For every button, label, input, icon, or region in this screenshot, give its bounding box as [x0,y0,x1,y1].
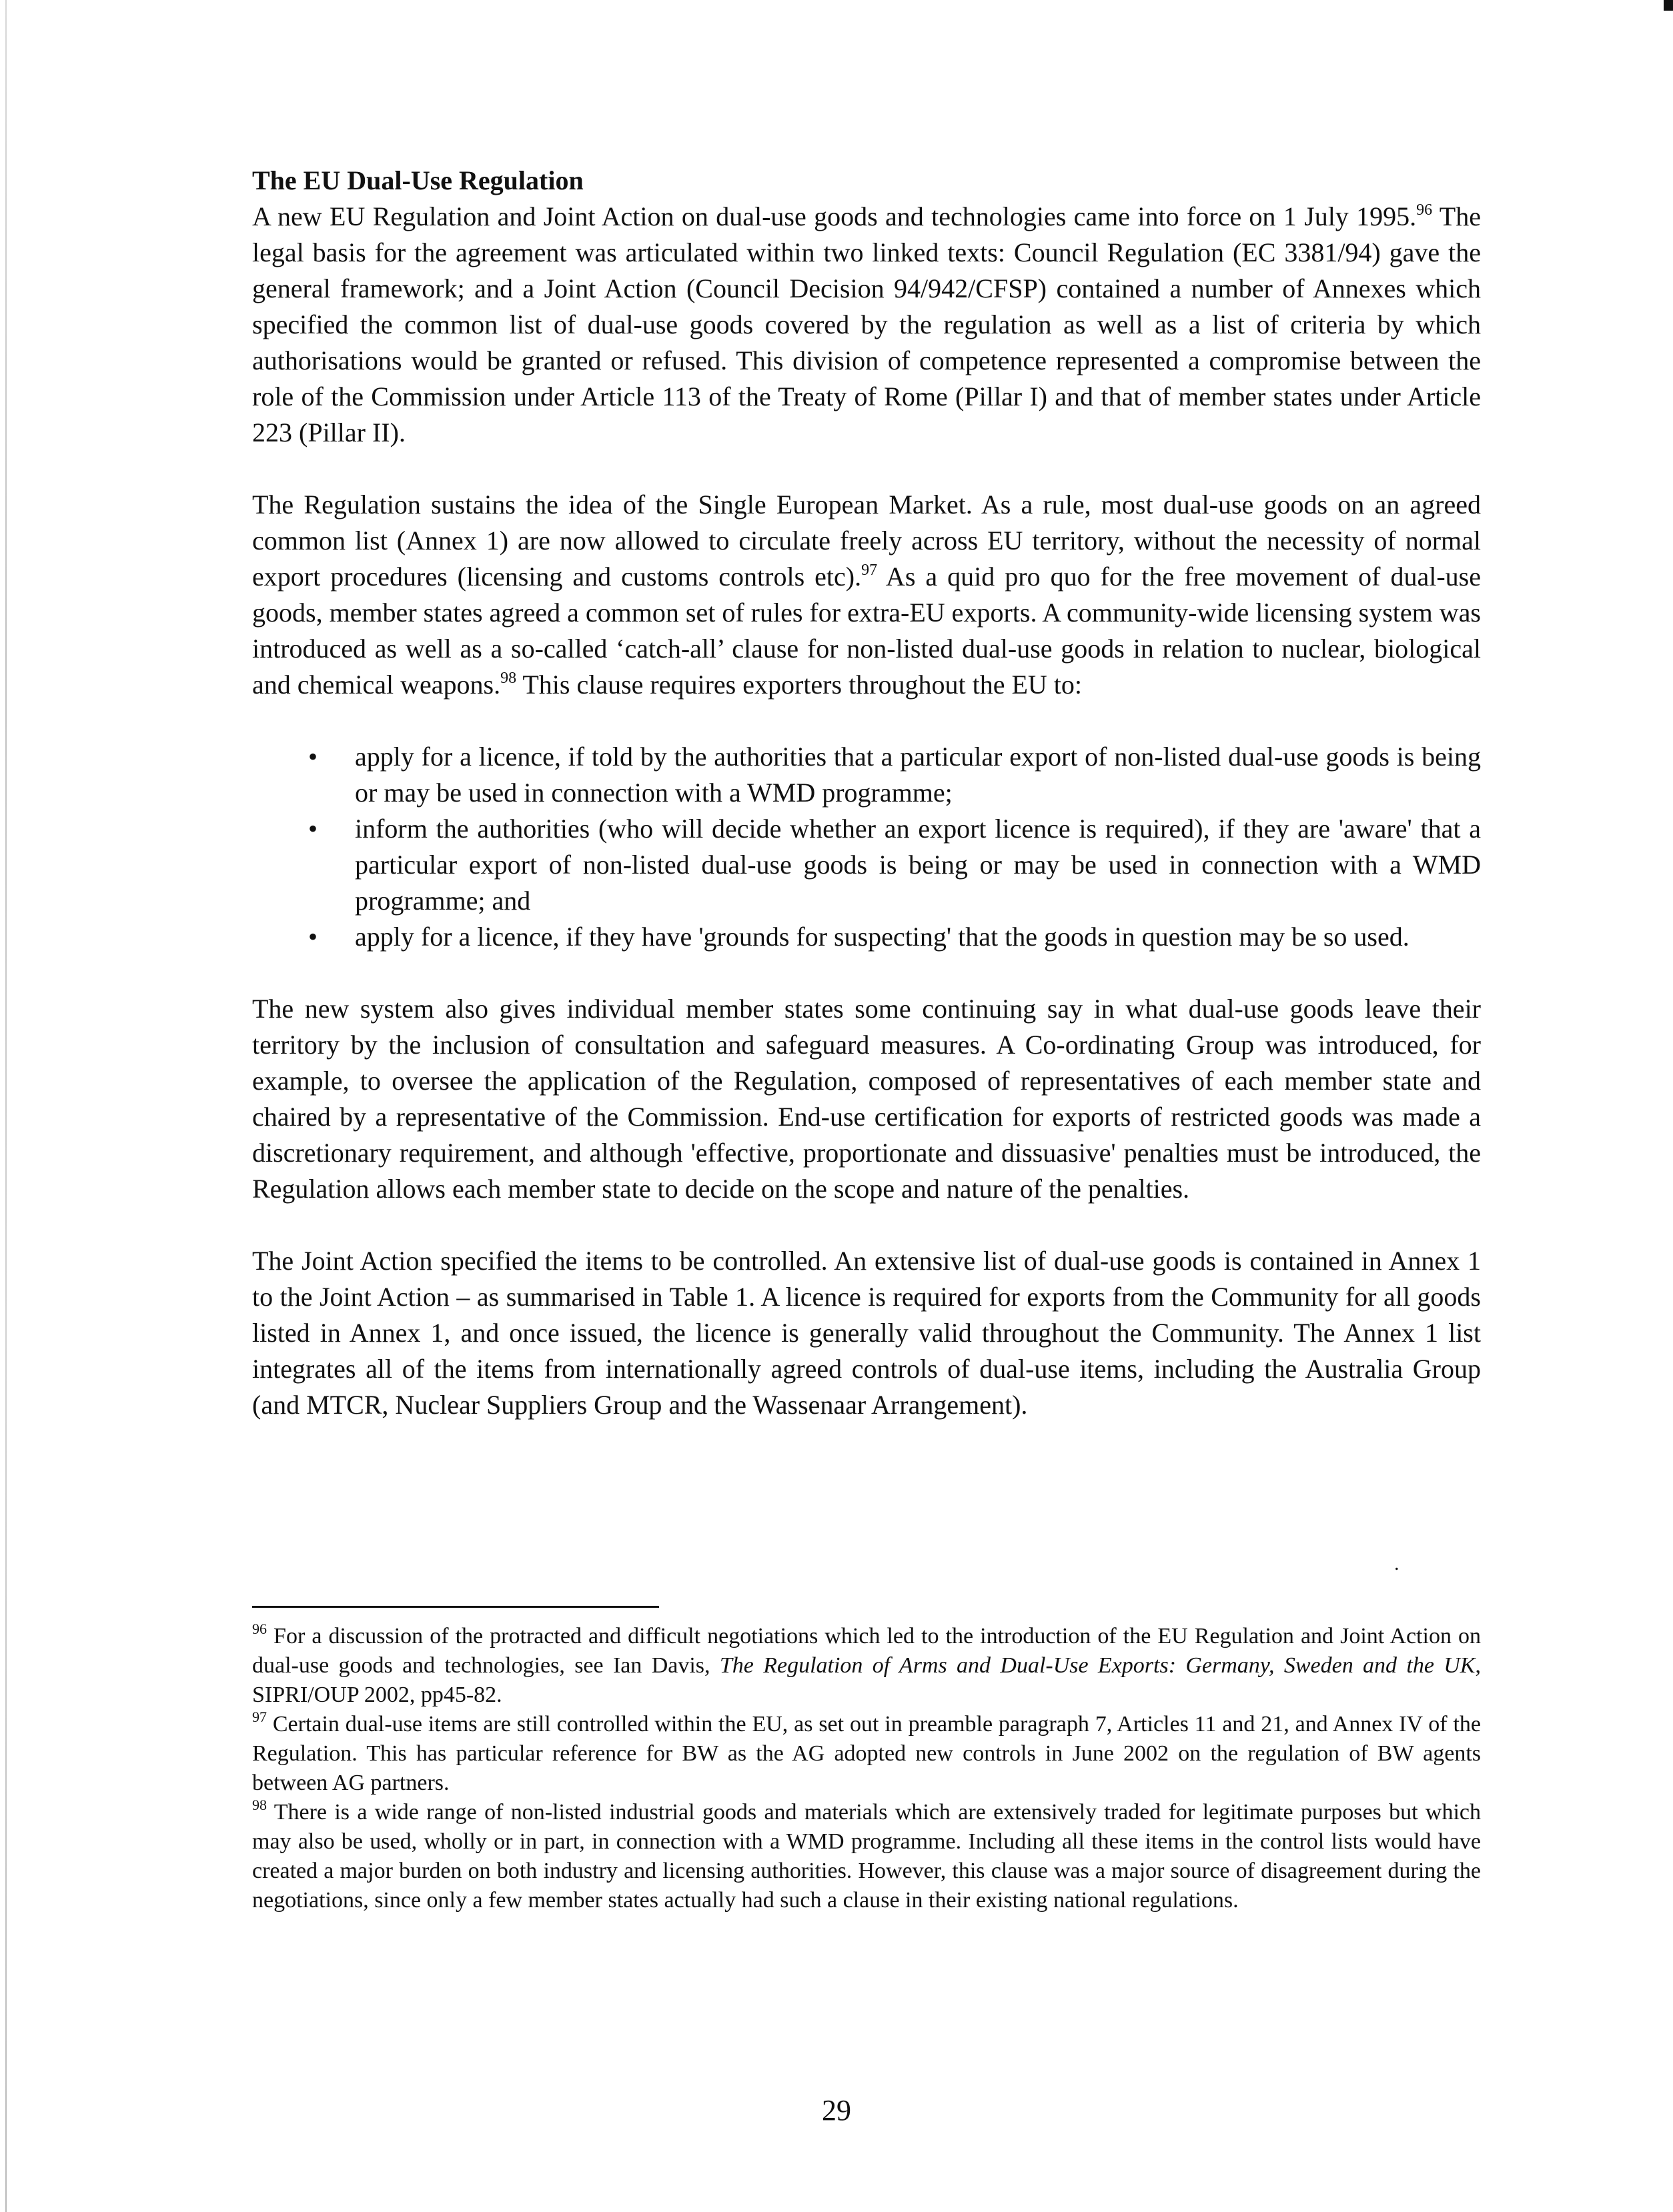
footnote-ref-97[interactable]: 97 [861,562,878,579]
bullet-icon: • [308,742,318,772]
paragraph-1-text-a: A new EU Regulation and Joint Action on dual-use goods and technologies came into force on 1 July 1995. [252,201,1417,231]
paragraph-3: The new system also gives individual member states some continuing say in what dual-use goods leave their territory by the inclusion of consultation and safeguard measures. A Co-ordinating Group was introduced, for example, to oversee the application of the Regulation, composed of representatives of each member state and chaired by a representative of the Commission. End-use certification for exports of restricted goods was made a discretionary requirement, and although 'effective, proportionate and dissuasive' penalties must be introduced, the Regulation allows each member state to decide on the scope and nature of the penalties. [252,994,1481,1204]
footnote-ref-98[interactable]: 98 [500,670,517,687]
scan-edge-line [5,0,7,2212]
footnote-text: For a discussion of the protracted and difficult negotiations which led to the introduction of the EU Regulation and Joint Action on dual-use goods and technologies, see Ian Davis, [252,1624,1481,1678]
footnote-96 [252,1622,1481,1710]
list-item-text: apply for a licence, if told by the authorities that a particular export of non-listed dual-use goods is being or may be used in connection with a WMD programme; [355,742,1481,808]
footnote-text: , SIPRI/OUP 2002, pp45-82. [252,1653,1481,1707]
footnote-text: Certain dual-use items are still controlled within the EU, as set out in preamble paragraph 7, Articles 11 and 21, and Annex IV of the Regulation. This has particular reference for BW as the AG adopted new controls in June 2002 on the regulation of BW agents between AG partners. [252,1712,1481,1795]
stray-mark: . [1394,1552,1400,1574]
paragraph-4: The Joint Action specified the items to be controlled. An extensive list of dual-use goods is contained in Annex 1 to the Joint Action – as summarised in Table 1. A licence is required for exports from the Community for all goods listed in Annex 1, and once issued, the licence is generally valid throughout the Community. The Annex 1 list integrates all of the items from internationally agreed controls of dual-use items, including the Australia Group (and MTCR, Nuclear Suppliers Group and the Wassenaar Arrangement). [252,1246,1481,1420]
footnote-ref-96[interactable]: 96 [1416,201,1433,219]
footnote-98 [252,1798,1481,1915]
requirements-list [252,739,1481,955]
footnote-number: 96 [252,1620,267,1637]
list-item [252,811,1481,919]
book-title: The Regulation of Arms and Dual-Use Exports: Germany, Sweden and the UK [719,1653,1476,1678]
list-item-text: apply for a licence, if they have 'grounds for suspecting' that the goods in question may be so used. [355,922,1410,952]
footnote-97 [252,1710,1481,1798]
paragraph-1 [252,199,1481,451]
list-item-text: inform the authorities (who will decide whether an export licence is required), if they are 'aware' that a particular export of non-listed dual-use goods is being or may be used in connection with a WMD programme; and [355,814,1481,916]
paragraph-2-text-c: This clause requires exporters throughout the EU to: [516,670,1083,700]
footnote-text: There is a wide range of non-listed industrial goods and materials which are extensively traded for legitimate purposes but which may also be used, wholly or in part, in connection with a WMD programme. Including all these items in the control lists would have created a major burden on both industry and licensing authorities. However, this clause was a major source of disagreement during the negotiations, since only a few member states actually had such a clause in their existing national regulations. [252,1800,1481,1913]
bullet-icon: • [308,814,318,844]
footnote-number: 98 [252,1797,267,1813]
paragraph-2-text-a: The Regulation sustains the idea of the Single European Market. As a rule, most dual-use goods on an agreed common list (Annex 1) are now allowed to circulate freely across EU territory, without the necessity of normal export procedures (licensing and customs controls etc). [252,489,1481,592]
footnote-separator [252,1606,659,1608]
section-heading: The EU Dual-Use Regulation [252,165,584,195]
paragraph-2-text-b: As a quid pro quo for the free movement of dual-use goods, member states agreed a common set of rules for extra-EU exports. A community-wide licensing system was introduced as well as a so-called ‘catch-all’ clause for non-listed dual-use goods in relation to nuclear, biological and chemical weapons. [252,562,1481,700]
page-number: 29 [822,2094,851,2127]
footnotes [252,1622,1481,1915]
list-item [252,919,1481,955]
footnote-number: 97 [252,1709,267,1725]
scan-corner-mark [1664,0,1673,11]
bullet-icon: • [308,922,318,952]
paragraph-2 [252,487,1481,703]
paragraph-1-text-b: The legal basis for the agreement was articulated within two linked texts: Council Regulation (EC 3381/94) gave the general framework; and a Joint Action (Council Decision 94/942/CFSP) contained a number of Annexes which specified the common list of dual-use goods covered by the regulation as well as a list of criteria by which authorisations would be granted or refused. This division of competence represented a compromise between the role of the Commission under Article 113 of the Treaty of Rome (Pillar I) and that of member states under Article 223 (Pillar II). [252,201,1481,447]
main-text [252,163,1481,1459]
list-item [252,739,1481,811]
